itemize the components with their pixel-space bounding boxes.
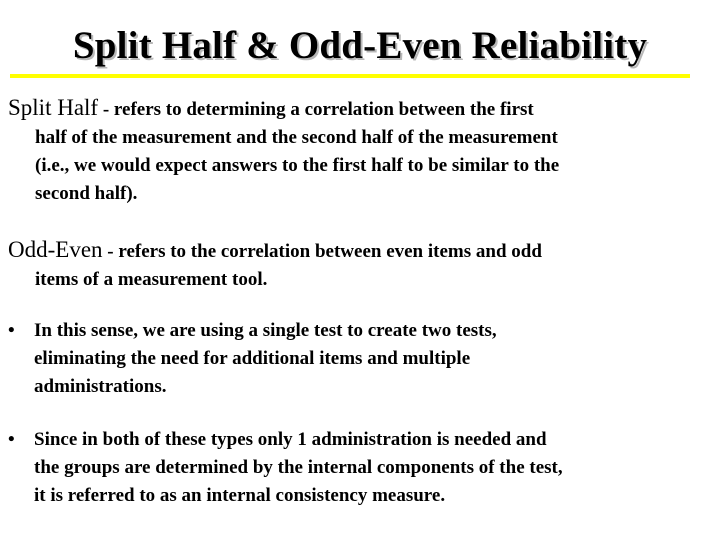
bullet-2-line-3: it is referred to as an internal consistency measure. xyxy=(34,485,446,506)
bullet-2-line-2: the groups are determined by the internal components of the test, xyxy=(34,457,563,478)
bullet-1-line-2: eliminating the need for additional items and multiple xyxy=(34,348,471,369)
split-half-term: Split Half xyxy=(8,95,99,120)
odd-even-first-line xyxy=(8,236,708,266)
odd-even-line-2: items of a measurement tool. xyxy=(35,269,268,290)
split-half-text: - refers to determining a correlation between the first xyxy=(98,99,534,120)
bullet-1-line-3: administrations. xyxy=(34,376,167,397)
bullet-item xyxy=(8,426,708,510)
title-underline xyxy=(10,74,690,78)
odd-even-definition xyxy=(8,236,708,294)
slide-title: Split Half & Odd-Even Reliability xyxy=(72,24,648,67)
bullet-2-line-1: Since in both of these types only 1 administration is needed and xyxy=(34,429,547,450)
odd-even-text: - refers to the correlation between even items and odd xyxy=(102,241,542,262)
split-half-definition xyxy=(8,94,708,208)
bullet-item xyxy=(8,317,708,401)
bullet-icon: • xyxy=(8,320,15,341)
split-half-line-3: (i.e., we would expect answers to the first half to be similar to the xyxy=(35,155,560,176)
split-half-first-line xyxy=(8,94,708,124)
odd-even-term: Odd-Even xyxy=(8,237,103,262)
bullet-icon: • xyxy=(8,429,15,450)
split-half-line-4: second half). xyxy=(35,183,138,204)
bullet-1-line-1: In this sense, we are using a single test to create two tests, xyxy=(34,320,497,341)
split-half-line-2: half of the measurement and the second half of the measurement xyxy=(35,127,558,148)
